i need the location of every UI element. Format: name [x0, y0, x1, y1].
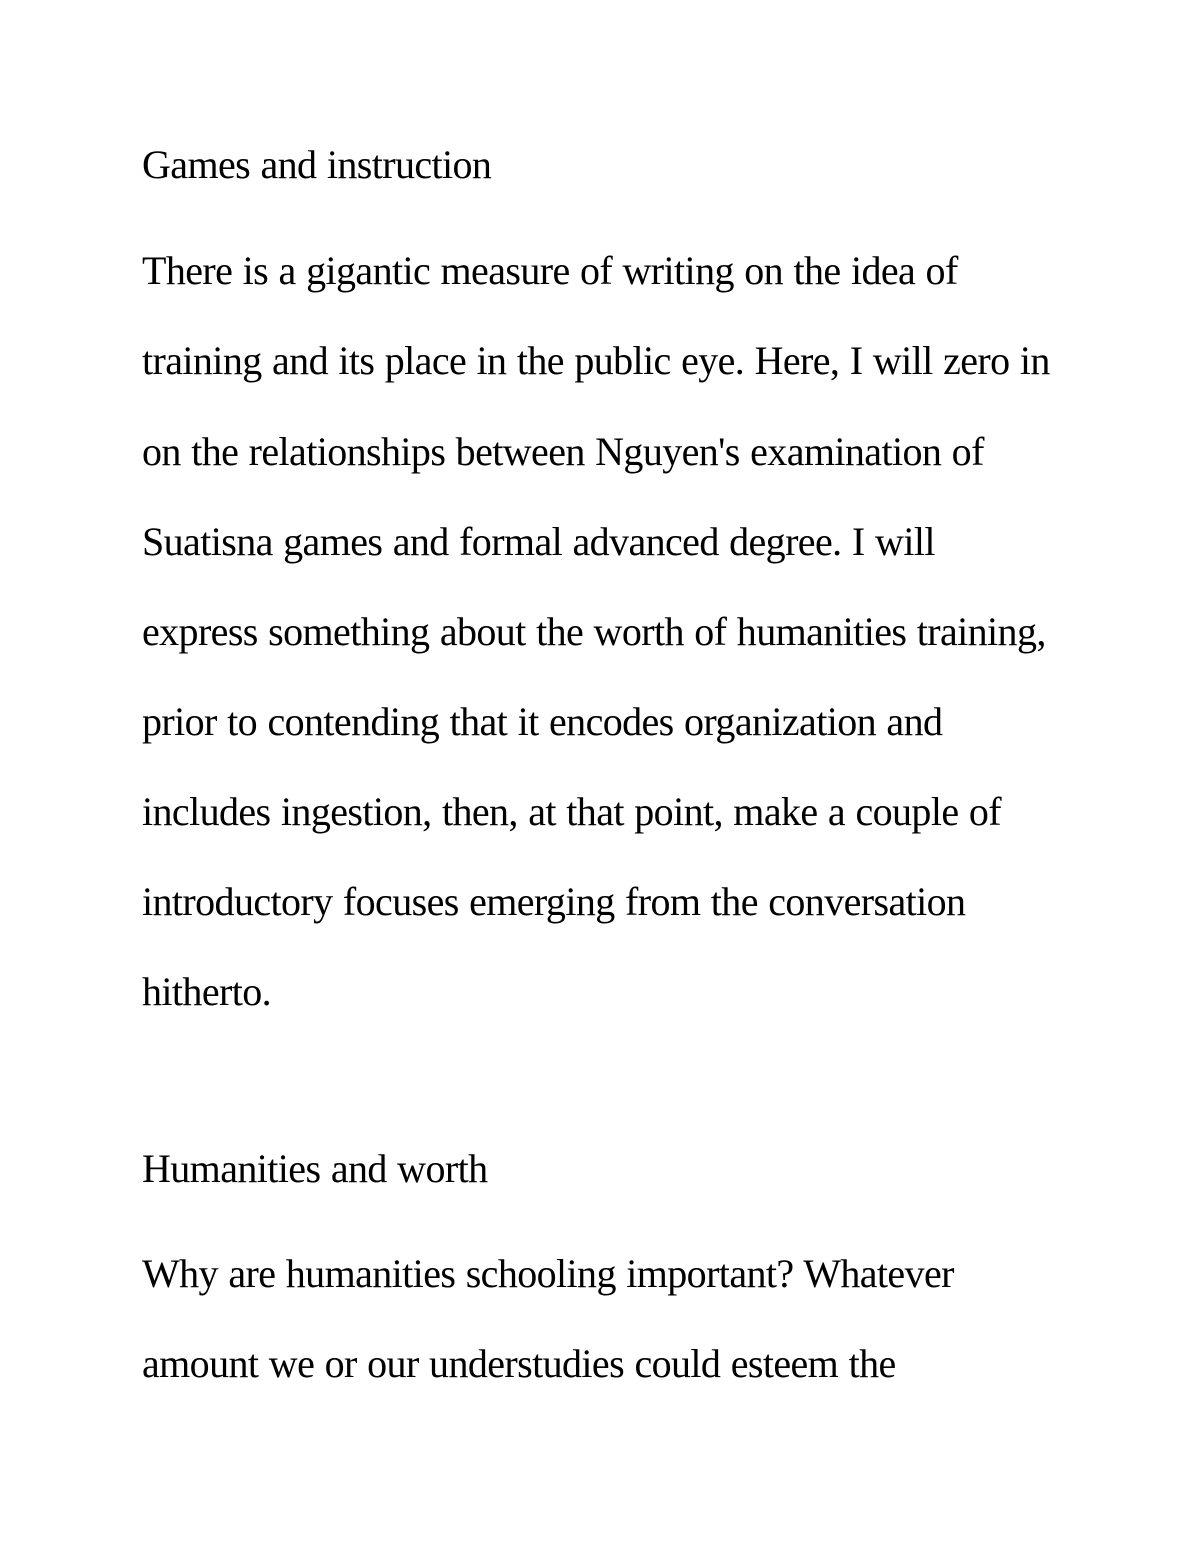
section-heading-humanities-and-worth: Humanities and worth: [142, 1146, 488, 1191]
paragraph-line: training and its place in the public eye. Here, I will zero in: [142, 338, 1050, 383]
paragraph-line: includes ingestion, then, at that point, make a couple of: [142, 789, 1002, 834]
section-heading-games-and-instruction: Games and instruction: [142, 142, 492, 187]
paragraph-line: introductory focuses emerging from the conversation: [142, 879, 966, 924]
paragraph-line: amount we or our understudies could esteem the: [142, 1341, 896, 1386]
paragraph-line: There is a gigantic measure of writing on the idea of: [142, 248, 958, 293]
paragraph-line: Suatisna games and formal advanced degree. I will: [142, 519, 935, 564]
paragraph-line: hitherto.: [142, 969, 272, 1014]
paragraph-line: on the relationships between Nguyen's examination of: [142, 429, 984, 474]
paragraph-line: express something about the worth of humanities training,: [142, 609, 1046, 654]
paragraph-line: Why are humanities schooling important? Whatever: [142, 1251, 954, 1296]
paragraph-line: prior to contending that it encodes organization and: [142, 699, 943, 744]
